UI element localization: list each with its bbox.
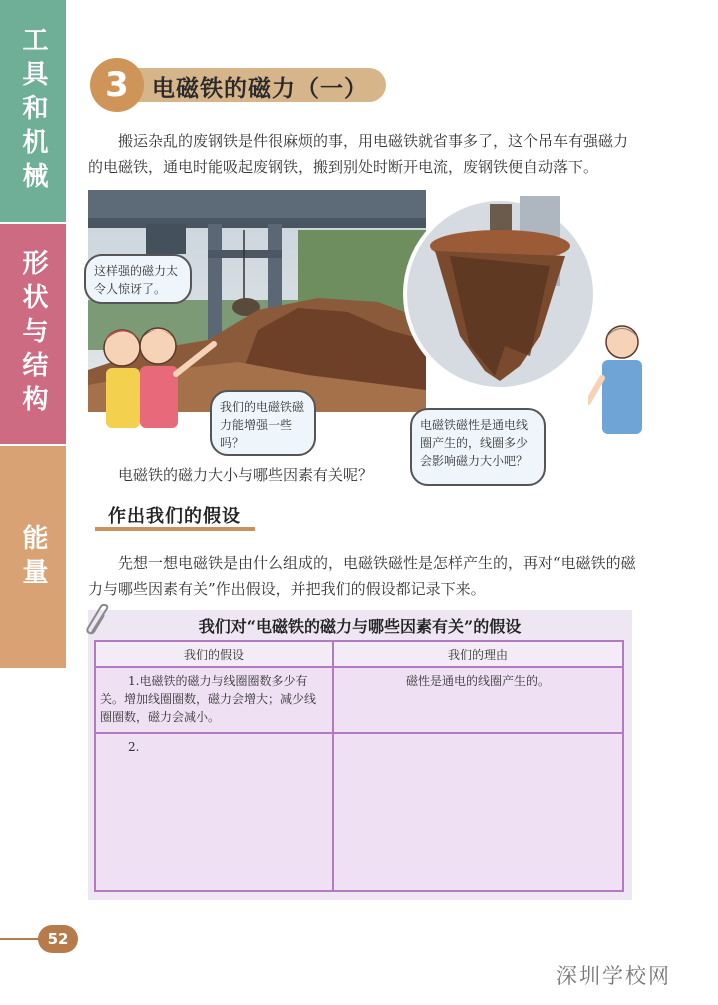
- table-row-divider: [96, 732, 622, 734]
- speech-bubble-girl: 这样强的磁力太令人惊讶了。: [84, 254, 192, 304]
- table-row-1-hypothesis[interactable]: 1.电磁铁的磁力与线圈圈数多少有关。增加线圈圈数，磁力会增大；减少线圈圈数，磁力会减小。: [100, 674, 317, 724]
- magnet-closeup: [400, 196, 600, 392]
- page-number-line: [0, 938, 42, 940]
- table-row-2-hypothesis[interactable]: 2.: [128, 740, 140, 754]
- section-paragraph: 先想一想电磁铁是由什么组成的，电磁铁磁性是怎样产生的，再对“电磁铁的磁力与哪些因素有关”作出假设，并把我们的假设都记录下来。: [88, 554, 636, 598]
- question-text: 电磁铁的磁力大小与哪些因素有关呢？: [118, 466, 374, 484]
- magnet-closeup-illustration: [400, 196, 600, 392]
- side-tab-energy[interactable]: [0, 446, 66, 668]
- table-header-reason: 我们的理由: [447, 648, 508, 662]
- side-tab-tools[interactable]: [0, 0, 66, 222]
- side-tab-shape[interactable]: [0, 224, 66, 444]
- speech-bubble-teacher: 电磁铁磁性是通电线圈产生的，线圈多少会影响磁力大小吧？: [410, 408, 546, 486]
- section-heading: 作出我们的假设: [108, 506, 241, 527]
- intro-paragraph: 搬运杂乱的废钢铁是件很麻烦的事，用电磁铁就省事多了，这个吊车有强磁力的电磁铁，通电时能吸起废钢铁，搬到别处时断开电流，废钢铁便自动落下。: [88, 132, 629, 176]
- teacher-drawing: [588, 318, 648, 434]
- children-drawing: [92, 318, 222, 428]
- lesson-number: 3: [90, 58, 144, 112]
- side-tab-shape-label: 形状与结构: [18, 249, 48, 419]
- children-illustration: [92, 318, 222, 428]
- page-number: 52: [38, 925, 78, 953]
- table-header-hypothesis: 我们的假设: [183, 648, 244, 662]
- table-row-divider: [96, 666, 622, 668]
- speech-bubble-boy: 我们的电磁铁磁力能增强一些吗？: [210, 390, 316, 456]
- table-row-1-reason[interactable]: 磁性是通电的线圈产生的。: [405, 674, 550, 688]
- watermark: 深圳学校网: [556, 964, 671, 988]
- lesson-title: 电磁铁的磁力（一）: [152, 76, 368, 102]
- table-title: 我们对“电磁铁的磁力与哪些因素有关”的假设: [198, 617, 522, 636]
- side-tab-energy-label: 能量: [18, 524, 48, 592]
- teacher-illustration: [588, 318, 648, 434]
- hypothesis-table: [94, 640, 624, 892]
- side-tab-tools-label: 工具和机械: [18, 26, 48, 196]
